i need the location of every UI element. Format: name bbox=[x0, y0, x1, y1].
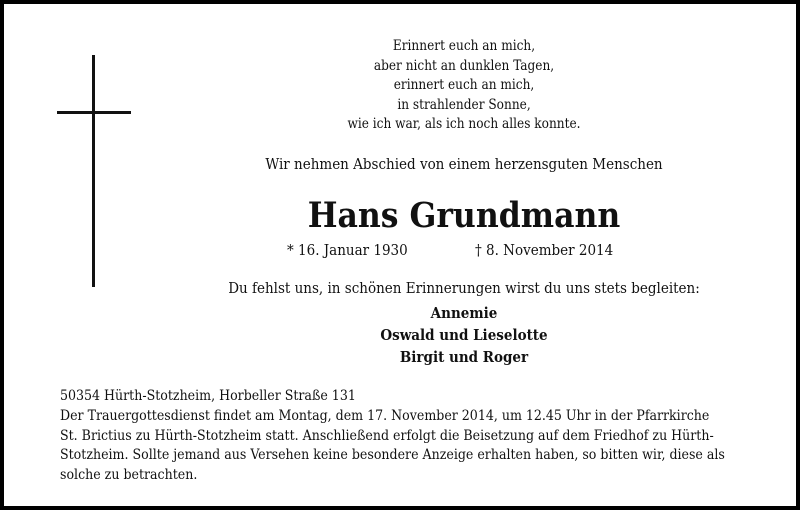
poem-line: aber nicht an dunklen Tagen, bbox=[373, 57, 555, 74]
poem bbox=[284, 37, 644, 135]
cross-icon bbox=[57, 55, 131, 287]
deceased-name: Hans Grundmann bbox=[307, 195, 621, 236]
farewell-text: Du fehlst uns, in schönen Erinnerungen wirst du uns stets begleiten: bbox=[228, 279, 700, 297]
service-line: Stotzheim. Sollte jemand aus Versehen keine besondere Anzeige erhalten haben, so bitten wir, diese als bbox=[60, 447, 725, 463]
address-line: 50354 Hürth-Stotzheim, Horbeller Straße 131 bbox=[60, 388, 356, 404]
cross-horizontal-bar bbox=[57, 111, 131, 114]
death-date: † 8. November 2014 bbox=[475, 241, 614, 259]
cross-vertical-bar bbox=[92, 55, 95, 287]
birth-date: * 16. Januar 1930 bbox=[287, 241, 408, 259]
poem-line: in strahlender Sonne, bbox=[397, 96, 531, 113]
mourners-list bbox=[264, 302, 664, 368]
mourner-name: Birgit und Roger bbox=[399, 348, 529, 366]
service-line: solche zu betrachten. bbox=[60, 466, 198, 483]
poem-line: Erinnert euch an mich, bbox=[392, 38, 536, 54]
service-line: Der Trauergottesdienst findet am Montag, dem 17. November 2014, um 12.45 Uhr in der Pfarrkirche bbox=[60, 408, 710, 424]
intro-text: Wir nehmen Abschied von einem herzensguten Menschen bbox=[265, 155, 663, 173]
service-paragraph bbox=[60, 407, 760, 485]
poem-line: erinnert euch an mich, bbox=[393, 77, 535, 93]
poem-line: wie ich war, als ich noch alles konnte. bbox=[347, 116, 581, 132]
mourner-name: Oswald und Lieselotte bbox=[380, 326, 548, 344]
service-line: St. Brictius zu Hürth-Stotzheim statt. Anschließend erfolgt die Beisetzung auf dem Friedhof zu Hürth- bbox=[60, 427, 714, 444]
mourner-name: Annemie bbox=[430, 304, 498, 322]
